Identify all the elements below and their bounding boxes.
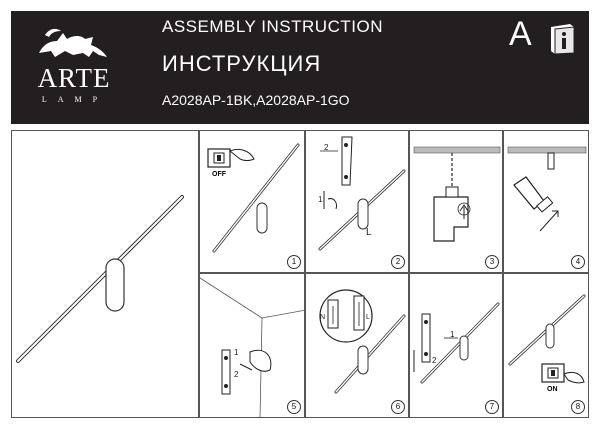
step-2-label-L: L	[366, 227, 372, 238]
step-4-panel	[503, 130, 589, 273]
step-3-drawing	[410, 131, 503, 273]
brand-subtitle: LAMP	[41, 95, 109, 104]
step-6-label-N: N	[320, 314, 326, 321]
step-7-number: 7	[485, 400, 499, 414]
step-1-drawing	[200, 131, 305, 273]
step-8-drawing	[504, 274, 589, 418]
step-6-number: 6	[391, 400, 405, 414]
step-6-label-L: L	[366, 314, 370, 321]
step-4-number: 4	[571, 255, 585, 269]
step-6-drawing	[306, 274, 409, 418]
overview-panel	[11, 130, 199, 418]
brand-block	[11, 11, 161, 124]
title-english: ASSEMBLY INSTRUCTION	[162, 17, 383, 36]
step-6-panel	[305, 273, 409, 418]
step-7-panel	[409, 273, 503, 418]
step-2-label-2: 2	[324, 143, 329, 152]
model-numbers: A2028AP-1BK,A2028AP-1GO	[162, 92, 350, 108]
step-8-number: 8	[571, 400, 585, 414]
step-8-panel	[503, 273, 589, 418]
title-russian: ИНСТРУКЦИЯ	[162, 51, 322, 76]
step-2-panel	[305, 130, 409, 273]
step-1-panel	[199, 130, 305, 273]
step-5-panel	[199, 273, 305, 418]
step-5-drawing	[200, 274, 305, 418]
info-book-icon	[548, 23, 578, 55]
header-banner	[11, 11, 589, 124]
step-3-panel	[409, 130, 503, 273]
step-5-label-1: 1	[234, 348, 239, 357]
off-label: OFF	[212, 171, 226, 178]
griffin-logo-icon	[33, 23, 113, 63]
step-5-label-2: 2	[234, 370, 239, 379]
step-5-number: 5	[287, 400, 301, 414]
step-4-drawing	[504, 131, 589, 273]
step-1-number: 1	[287, 255, 301, 269]
step-3-number: 3	[485, 255, 499, 269]
lamp-overview-drawing	[12, 131, 199, 418]
step-7-label-1: 1	[450, 330, 455, 339]
step-7-drawing	[410, 274, 503, 418]
step-2-number: 2	[391, 255, 405, 269]
step-2-label-1: 1	[318, 195, 323, 204]
on-label: ON	[547, 386, 558, 393]
language-letter: A	[509, 15, 532, 53]
step-7-label-2: 2	[432, 356, 437, 365]
brand-name: ARTE	[37, 63, 111, 93]
